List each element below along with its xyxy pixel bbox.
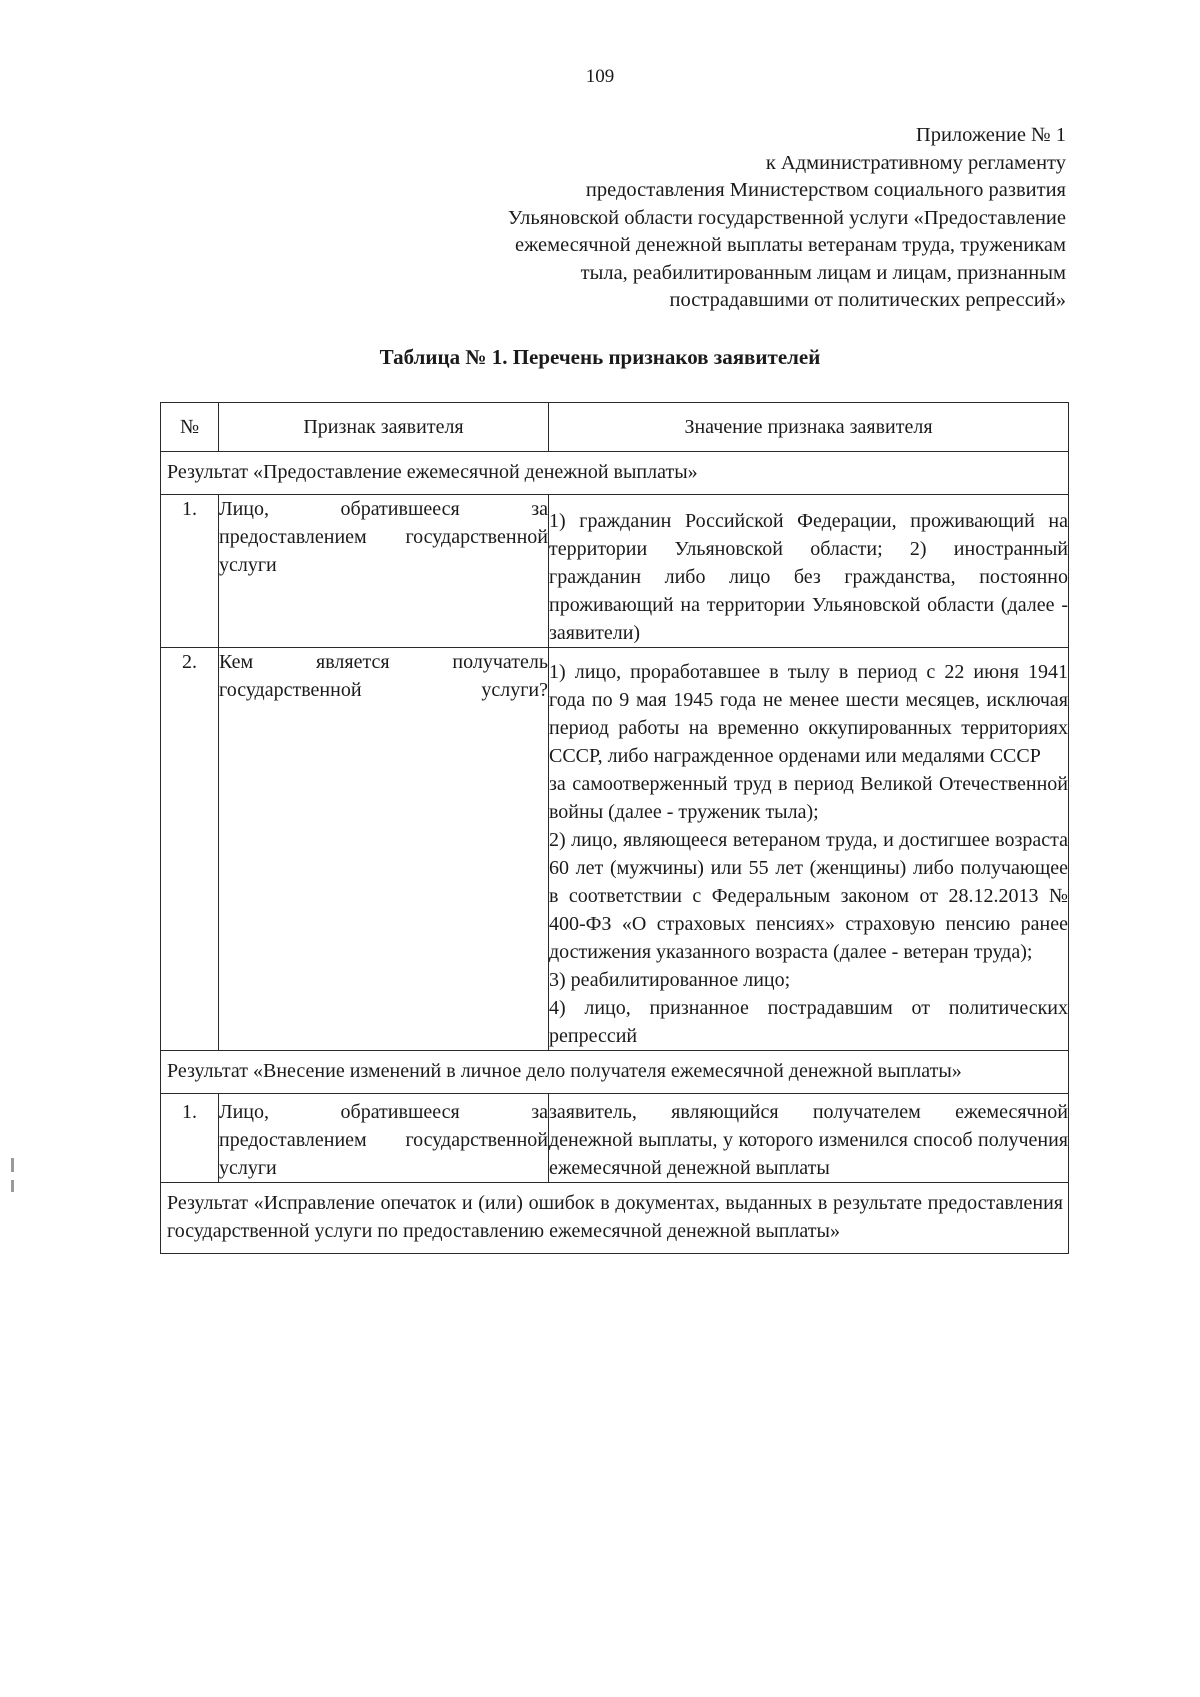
result-heading-personal-file: Результат «Внесение изменений в личное дело получателя ежемесячной денежной выплаты» xyxy=(161,1051,1069,1094)
appendix-line: пострадавшими от политических репрессий» xyxy=(669,289,1066,311)
applicant-sign-text: Кем является получатель государственной услуги? xyxy=(219,651,548,701)
appendix-line: ежемесячной денежной выплаты ветеранам труда, труженикам xyxy=(515,234,1066,256)
value-paragraph: 3) реабилитированное лицо; xyxy=(549,969,791,991)
table-header-row xyxy=(161,403,1069,452)
scan-margin-mark xyxy=(11,1180,14,1192)
result-heading-typo-correction: Результат «Исправление опечаток и (или) ошибок в документах, выданных в результате предоставления государственной услуги по предоставлению ежемесячной денежной выплаты» xyxy=(161,1183,1069,1254)
sign-value-cell: 1) гражданин Российской Федерации, проживающий на территории Ульяновской области; 2) иностранный гражданин либо лицо без гражданства, постоянно проживающий на территории Ульяновской области (далее - заявители) xyxy=(549,495,1069,648)
table-title: Таблица № 1. Перечень признаков заявителей xyxy=(379,345,821,369)
value-paragraph: за самоотверженный труд в период Великой Отечественной войны (далее - труженик тыла); xyxy=(549,773,1068,823)
appendix-line: Ульяновской области государственной услуги «Предоставление xyxy=(507,206,1066,229)
page-number: 109 xyxy=(585,66,615,87)
header-sign-value: Значение признака заявителя xyxy=(549,403,1069,452)
applicant-sign-text: Лицо, обратившееся за предоставлением государственной услуги xyxy=(219,1101,548,1179)
appendix-line: предоставления Министерством социального развития xyxy=(585,179,1066,201)
appendix-line: тыла, реабилитированным лицам и лицам, признанным xyxy=(580,261,1066,284)
result-section-row xyxy=(161,1051,1069,1094)
appendix-line: к Административному регламенту xyxy=(765,151,1066,174)
applicant-sign-cell xyxy=(219,495,549,648)
applicant-sign-cell xyxy=(219,648,549,1051)
value-paragraph: 2) лицо, являющееся ветераном труда, и достигшее возраста 60 лет (мужчины) или 55 лет (женщины) либо получающее в соответствии с Федеральным законом от 28.12.2013 № 400-ФЗ «О страховых пенсиях» страховую пенсию ранее достижения указанного возраста (далее - ветеран труда); xyxy=(549,829,1068,963)
appendix-line: Приложение № 1 xyxy=(915,124,1066,146)
appendix-header xyxy=(346,122,1066,315)
row-number: 1. xyxy=(161,495,219,648)
row-number: 1. xyxy=(161,1094,219,1183)
applicant-criteria-table xyxy=(160,402,1069,1254)
sign-value-cell: заявитель, являющийся получателем ежемесячной денежной выплаты, у которого изменился способ получения ежемесячной денежной выплаты xyxy=(549,1094,1069,1183)
result-section-row xyxy=(161,1183,1069,1254)
sign-value-cell xyxy=(549,648,1069,1051)
value-paragraph: 1) лицо, проработавшее в тылу в период с 22 июня 1941 года по 9 мая 1945 года не менее шести месяцев, исключая период работы на временно оккупированных территориях СССР, либо награжденное орденами или медалями СССР xyxy=(549,661,1068,767)
applicant-sign-text: Лицо, обратившееся за предоставлением государственной услуги xyxy=(219,498,548,576)
result-heading-monthly-payment: Результат «Предоставление ежемесячной денежной выплаты» xyxy=(161,452,1069,495)
result-section-row xyxy=(161,452,1069,495)
value-paragraph: 4) лицо, признанное пострадавшим от политических репрессий xyxy=(549,997,1068,1047)
header-number: № xyxy=(161,403,219,452)
row-number: 2. xyxy=(161,648,219,1051)
table-row xyxy=(161,648,1069,1051)
applicant-sign-cell xyxy=(219,1094,549,1183)
table-row xyxy=(161,1094,1069,1183)
table-row xyxy=(161,495,1069,648)
header-applicant-sign: Признак заявителя xyxy=(219,403,549,452)
scan-margin-mark xyxy=(11,1158,14,1172)
